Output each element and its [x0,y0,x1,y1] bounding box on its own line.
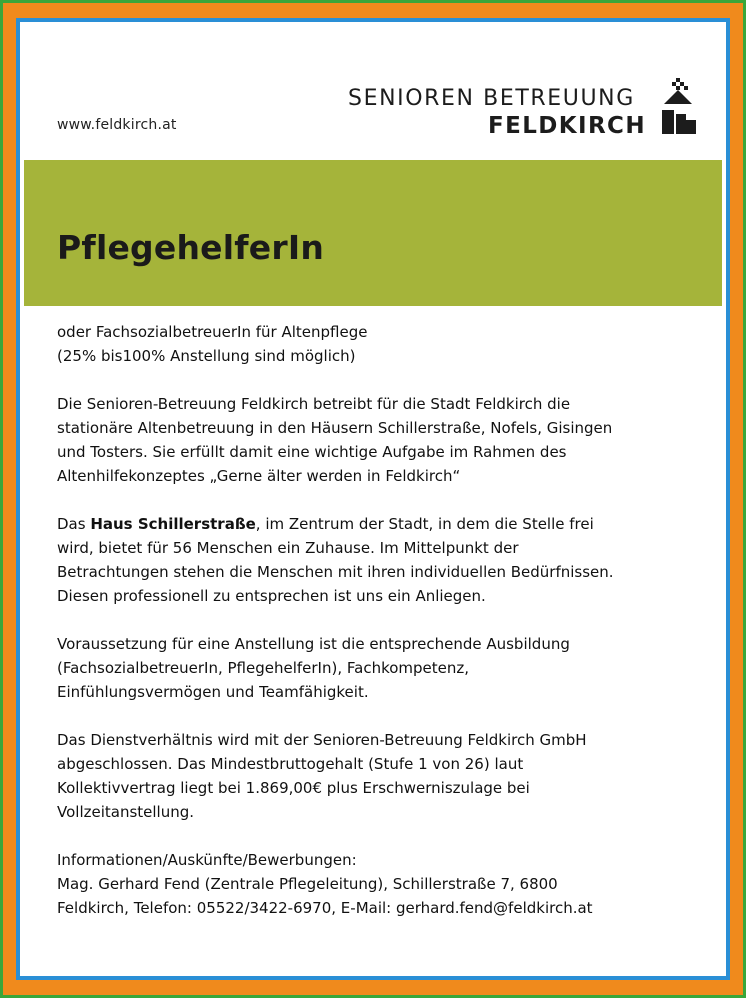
text-line [57,512,687,536]
contact-line[interactable]: Feldkirch, Telefon: 05522/3422-6970, E-Mail: gerhard.fend@feldkirch.at [57,899,593,917]
text-line: Einfühlungsvermögen und Teamfähigkeit. [57,683,369,701]
paragraph-salary [57,728,687,824]
text-line: Das Dienstverhältnis wird mit der Senioren-Betreuung Feldkirch GmbH [57,731,587,749]
logo-text-line1: SENIOREN BETREUUNG [348,86,635,111]
text-line: Diesen professionell zu entsprechen ist uns ein Anliegen. [57,587,486,605]
text-line: Kollektivvertrag liegt bei 1.869,00€ plus Erschwerniszulage bei [57,779,530,797]
paragraph-requirements [57,632,687,704]
paragraph-subtitle [57,320,687,368]
text-line: wird, bietet für 56 Menschen ein Zuhause. Im Mittelpunkt der [57,539,519,557]
paragraph-about [57,392,687,488]
text-line: Altenhilfekonzeptes „Gerne älter werden in Feldkirch“ [57,467,461,485]
house-name: Haus Schillerstraße [90,515,256,533]
paragraph-contact [57,848,687,920]
site-url[interactable]: www.feldkirch.at [57,117,177,133]
text-fragment: Das [57,515,91,533]
text-line: Die Senioren-Betreuung Feldkirch betreibt für die Stadt Feldkirch die [57,395,571,413]
text-line: abgeschlossen. Das Mindestbruttogehalt (Stufe 1 von 26) laut [57,755,524,773]
job-description [57,320,687,944]
job-ad-card [24,26,722,972]
text-line: stationäre Altenbetreuung in den Häusern Schillerstraße, Nofels, Gisingen [57,419,613,437]
text-line: (FachsozialbetreuerIn, PflegehelferIn), Fachkompetenz, [57,659,470,677]
text-fragment: , im Zentrum der Stadt, in dem die Stelle frei [255,515,594,533]
house-pixel-logo-icon [660,78,698,138]
text-line: und Tosters. Sie erfüllt damit eine wichtige Aufgabe im Rahmen des [57,443,567,461]
text-line: (25% bis100% Anstellung sind möglich) [57,347,356,365]
text-line: Voraussetzung für eine Anstellung ist die entsprechende Ausbildung [57,635,570,653]
logo-text-line2: FELDKIRCH [488,113,646,139]
text-line: Informationen/Auskünfte/Bewerbungen: [57,851,357,869]
text-line: Betrachtungen stehen die Menschen mit ihren individuellen Bedürfnissen. [57,563,614,581]
text-line: oder FachsozialbetreuerIn für Altenpflege [57,323,368,341]
text-line: Vollzeitanstellung. [57,803,195,821]
title-band [24,160,722,306]
paragraph-location [57,512,687,608]
text-line: Mag. Gerhard Fend (Zentrale Pflegeleitung), Schillerstraße 7, 6800 [57,875,558,893]
job-title: PflegehelferIn [57,228,325,267]
